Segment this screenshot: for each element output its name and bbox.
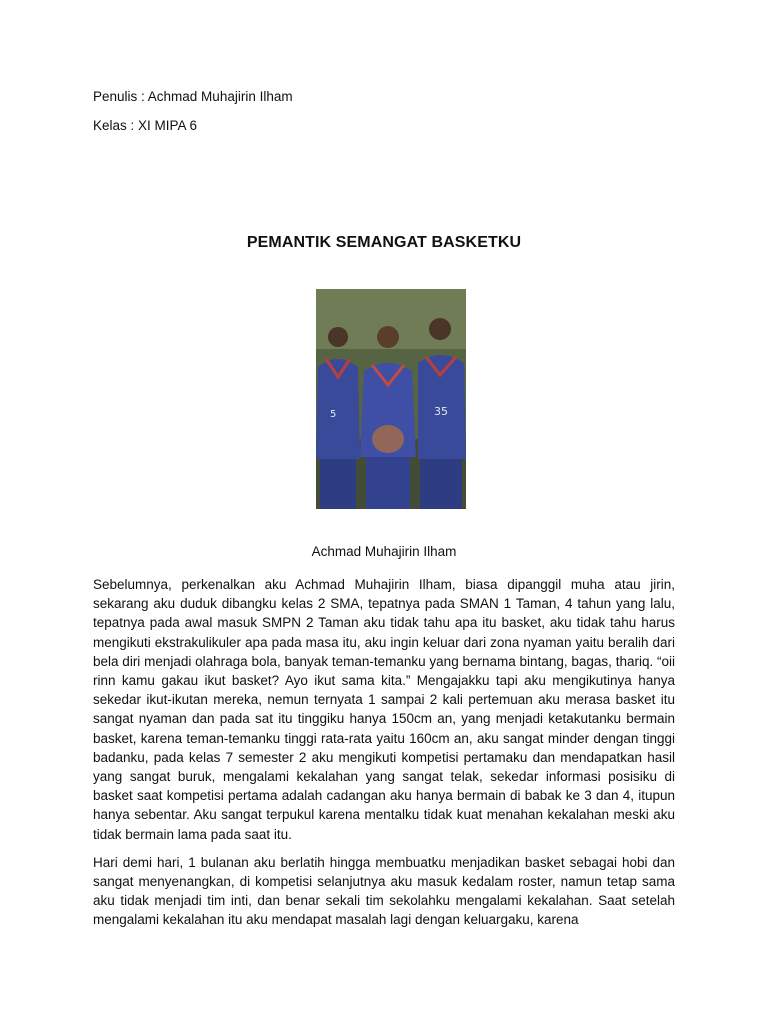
jersey-number: 35 bbox=[434, 405, 448, 418]
body-text bbox=[93, 575, 675, 939]
paragraph-1: Sebelumnya, perkenalkan aku Achmad Muhajirin Ilham, biasa dipanggil muha atau jirin, sekarang aku duduk dibangku kelas 2 SMA, tepatnya pada SMAN 1 Taman, 4 tahun yang lalu, tepatnya pada awal masuk SMPN 2 Taman aku tidak tahu apa itu basket, aku tidak tahu harus mengikuti ekstrakulikuler apa pada masa itu, aku ingin keluar dari zona nyaman yaitu beralih dari bela diri menjadi olahraga bola, banyak teman-temanku yang bernama bintang, bagas, thariq. “oii rinn kamu gakau ikut basket? Ayo ikut sama kita.” Mengajakku tapi aku mengikutinya hanya sekedar ikut-ikutan mereka, nemun ternyata 1 sampai 2 kali pertemuan aku merasa basket itu sangat nyaman dan pada sat itu tinggiku hanya 150cm an, yang menjadi ketakutanku bermain basket, karena teman-temanku tinggi rata-rata yaitu 160cm an, aku sangat minder dengan tinggi badanku, pada kelas 7 semester 2 aku mengikuti kompetisi pertamaku dan mendapatkan hasil yang sangat buruk, mengalami kekalahan yang sangat telak, sekedar informasi posisiku di basket saat kompetisi pertama adalah cadangan aku hanya bermain di babak ke 3 dan 4, itupun hanya sebentar. Aku sangat terpukul karena mentalku tidak kuat menahan kekalahan meski aku tidak bermain lama pada saat itu. bbox=[93, 577, 675, 842]
photo-caption: Achmad Muhajirin Ilham bbox=[311, 544, 457, 559]
team-photo bbox=[316, 289, 466, 509]
paragraph-2: Hari demi hari, 1 bulanan aku berlatih hingga membuatku menjadikan basket sebagai hobi dan sangat menyenangkan, di kompetisi selanjutnya aku masuk kedalam roster, namun tetap sama aku tidak menjadi tim inti, dan benar sekali tim sekolahku mengalami kekalahan. Saat setelah mengalami kekalahan itu aku mendapat masalah lagi dengan keluargaku, karena bbox=[93, 854, 675, 928]
author-line: Penulis : Achmad Muhajirin Ilham bbox=[93, 89, 293, 104]
document-title: PEMANTIK SEMANGAT BASKETKU bbox=[246, 234, 522, 251]
photo-three-basketball-players-icon bbox=[316, 289, 466, 509]
svg-text:5: 5 bbox=[330, 409, 337, 420]
class-line: Kelas : XI MIPA 6 bbox=[93, 118, 198, 133]
